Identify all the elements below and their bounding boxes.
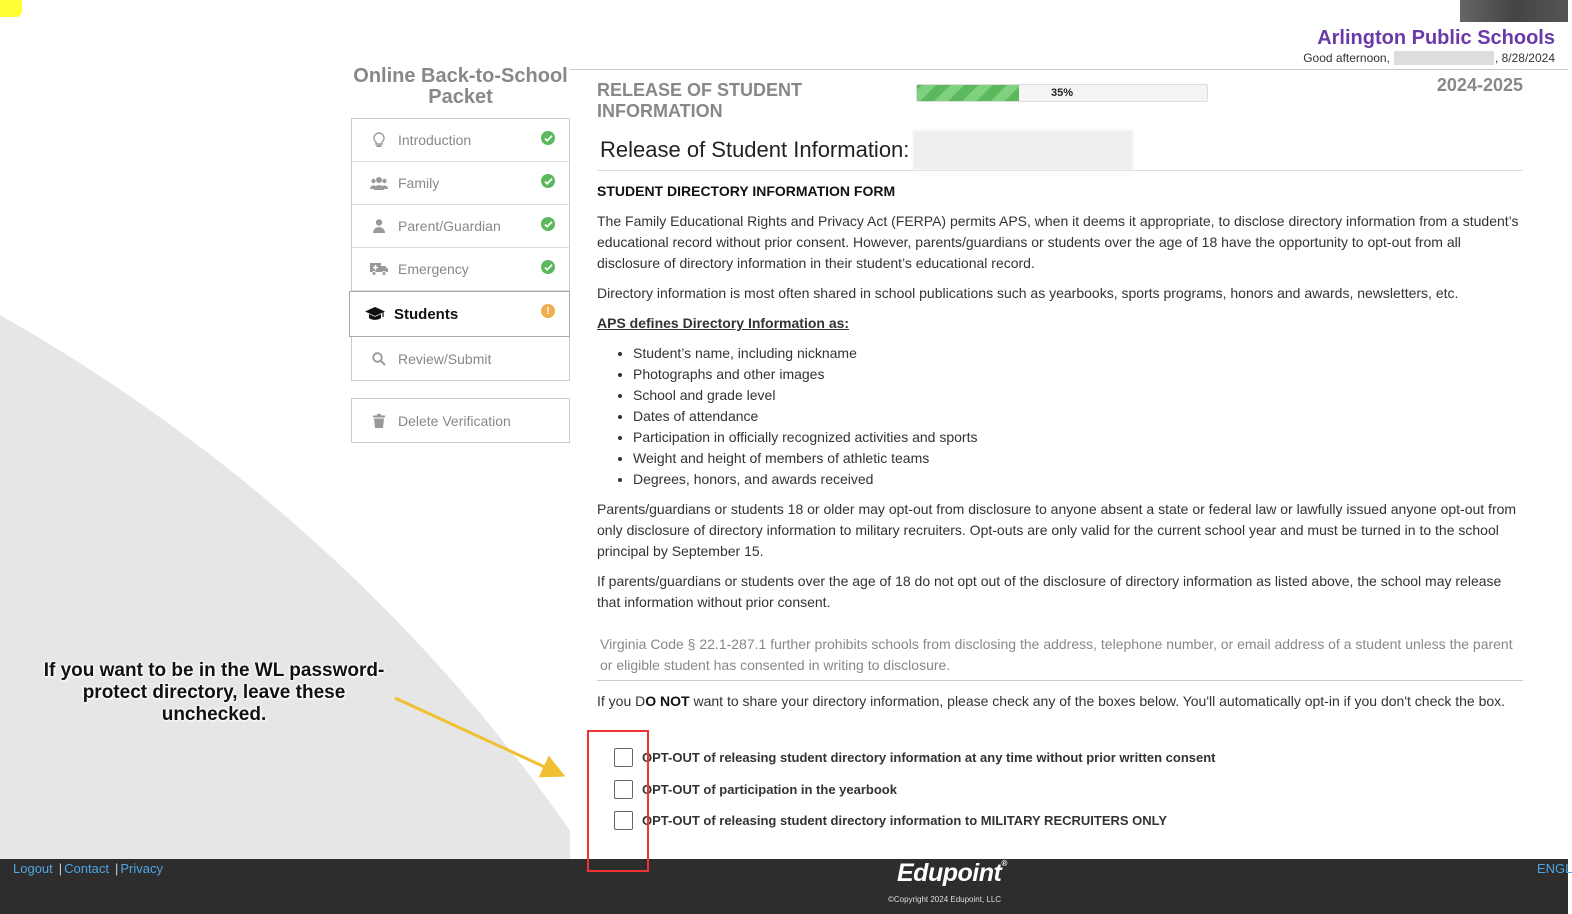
greeting-date: , 8/28/2024 bbox=[1494, 51, 1555, 65]
aps-definition-heading: APS defines Directory Information as: bbox=[597, 315, 850, 331]
sidebar-item-students[interactable] bbox=[349, 291, 570, 337]
no-optout-paragraph: If parents/guardians or students over the age of 18 do not opt out of the disclosure of directory information as listed above, the school may release that information without prior consent. bbox=[597, 573, 1502, 610]
ambulance-icon bbox=[370, 260, 388, 278]
section-title: RELEASE OF STUDENT INFORMATION bbox=[597, 80, 803, 121]
logout-link[interactable]: Logout bbox=[13, 861, 53, 876]
sidebar-item-label: Introduction bbox=[398, 132, 472, 148]
sidebar-title: Online Back-to-School Packet bbox=[353, 65, 568, 108]
list-item: • Participation in officially recognized activities and sports bbox=[633, 427, 1523, 448]
school-name: Arlington Public Schools bbox=[1317, 27, 1555, 49]
school-year: 2024-2025 bbox=[1436, 75, 1523, 95]
list-item: • Dates of attendance bbox=[633, 406, 1523, 427]
greeting bbox=[1303, 51, 1555, 65]
footer-links bbox=[13, 861, 163, 876]
search-icon bbox=[370, 350, 388, 368]
corner-marker bbox=[0, 0, 22, 17]
list-item: • Weight and height of members of athletic teams bbox=[633, 448, 1523, 469]
check-circle-icon bbox=[541, 131, 555, 145]
sidebar-item-label: Emergency bbox=[398, 261, 469, 277]
link-separator: | bbox=[58, 861, 63, 876]
annotation-text: If you want to be in the WL password-protect directory, leave these unchecked. bbox=[43, 660, 385, 725]
check-circle-icon bbox=[541, 260, 555, 274]
trash-icon bbox=[370, 412, 388, 430]
sidebar-item-parent-guardian[interactable] bbox=[352, 205, 569, 248]
greeting-prefix: Good afternoon, bbox=[1303, 51, 1390, 65]
optout-instructions bbox=[597, 691, 1523, 712]
main-panel bbox=[570, 69, 1568, 859]
directory-info-list bbox=[597, 343, 1523, 490]
sidebar-item-review-submit[interactable] bbox=[352, 337, 569, 380]
users-icon bbox=[370, 174, 388, 192]
form-content bbox=[597, 130, 1523, 837]
form-heading: STUDENT DIRECTORY INFORMATION FORM bbox=[597, 183, 896, 199]
sidebar-nav bbox=[351, 118, 570, 381]
graduation-cap-icon bbox=[366, 305, 384, 323]
lightbulb-icon bbox=[370, 131, 388, 149]
list-item: • Student’s name, including nickname bbox=[633, 343, 1523, 364]
optout-intro-bold: O NOT bbox=[645, 693, 690, 709]
link-separator: | bbox=[114, 861, 119, 876]
checkbox-label[interactable]: OPT-OUT of releasing student directory information at any time without prior written consent bbox=[642, 750, 1216, 766]
sidebar-item-introduction[interactable] bbox=[352, 119, 569, 162]
user-icon bbox=[370, 217, 388, 235]
sidebar-item-label: Parent/Guardian bbox=[398, 218, 501, 234]
optout-row-yearbook bbox=[597, 774, 1523, 806]
language-link[interactable]: ENGL bbox=[1537, 861, 1572, 876]
sidebar-item-label: Review/Submit bbox=[398, 350, 492, 367]
delete-verification-label: Delete Verification bbox=[398, 412, 511, 429]
optout-row-military bbox=[597, 805, 1523, 837]
sidebar-item-label: Family bbox=[398, 175, 440, 191]
sidebar-item-label: Students bbox=[394, 305, 459, 323]
list-item: • Photographs and other images bbox=[633, 364, 1523, 385]
redacted-header-area bbox=[1460, 0, 1568, 22]
optout-checkboxes bbox=[597, 742, 1523, 837]
highlight-box bbox=[587, 730, 649, 872]
sidebar-item-emergency[interactable] bbox=[352, 248, 569, 291]
redacted-student-name bbox=[913, 130, 1133, 170]
optout-row-all bbox=[597, 742, 1523, 774]
delete-verification-button[interactable] bbox=[352, 399, 569, 442]
contact-link[interactable]: Contact bbox=[64, 861, 109, 876]
exclamation-circle-icon: ! bbox=[541, 304, 555, 318]
list-item: • Degrees, honors, and awards received bbox=[633, 469, 1523, 490]
release-title-text: Release of Student Information: bbox=[600, 137, 910, 162]
copyright: ©Copyright 2024 Edupoint, LLC bbox=[888, 895, 1002, 904]
privacy-link[interactable]: Privacy bbox=[120, 861, 163, 876]
progress-bar bbox=[916, 84, 1208, 102]
sidebar-item-family[interactable] bbox=[352, 162, 569, 205]
directory-usage-paragraph: Directory information is most often shared in school publications such as yearbooks, sports programs, honors and awards, newsletters, etc. bbox=[597, 285, 1459, 301]
optout-intro-pre: If you D bbox=[597, 693, 646, 709]
footer bbox=[0, 859, 1572, 914]
checkbox-label[interactable]: OPT-OUT of participation in the yearbook bbox=[642, 781, 897, 797]
edupoint-logo: Edupoint® bbox=[897, 859, 1007, 887]
delete-verification-box bbox=[351, 398, 570, 443]
virginia-code-note: Virginia Code § 22.1-287.1 further prohibits schools from disclosing the address, telephone number, or email address of a student unless the parent or eligible student has consented in writing to disclosure. bbox=[597, 631, 1523, 681]
release-title bbox=[597, 130, 1523, 171]
optout-rules-paragraph: Parents/guardians or students 18 or older may opt-out from disclosure to anyone absent a state or federal law or lawfully issued anyone opt-out from only disclosure of directory information to military recruiters. Opt-outs are only valid for the current school year and must be turned in to the school principal by September 15. bbox=[597, 501, 1517, 559]
sidebar bbox=[351, 66, 570, 443]
check-circle-icon bbox=[541, 174, 555, 188]
redacted-user-name bbox=[1394, 51, 1494, 65]
check-circle-icon bbox=[541, 217, 555, 231]
checkbox-label[interactable]: OPT-OUT of releasing student directory information to MILITARY RECRUITERS ONLY bbox=[642, 813, 1168, 829]
optout-intro-post: want to share your directory information, please check any of the boxes below. You'll automatically opt-in if you don't check the box. bbox=[689, 693, 1506, 709]
list-item: • School and grade level bbox=[633, 385, 1523, 406]
ferpa-paragraph: The Family Educational Rights and Privacy Act (FERPA) permits APS, when it deems it appropriate, to disclose directory information from a student’s educational record without prior consent. However, parents/guardians or students over the age of 18 have the opportunity to opt-out from all disclosure of directory information in their student’s educational record. bbox=[597, 213, 1519, 271]
progress-label: 35% bbox=[1050, 87, 1074, 99]
